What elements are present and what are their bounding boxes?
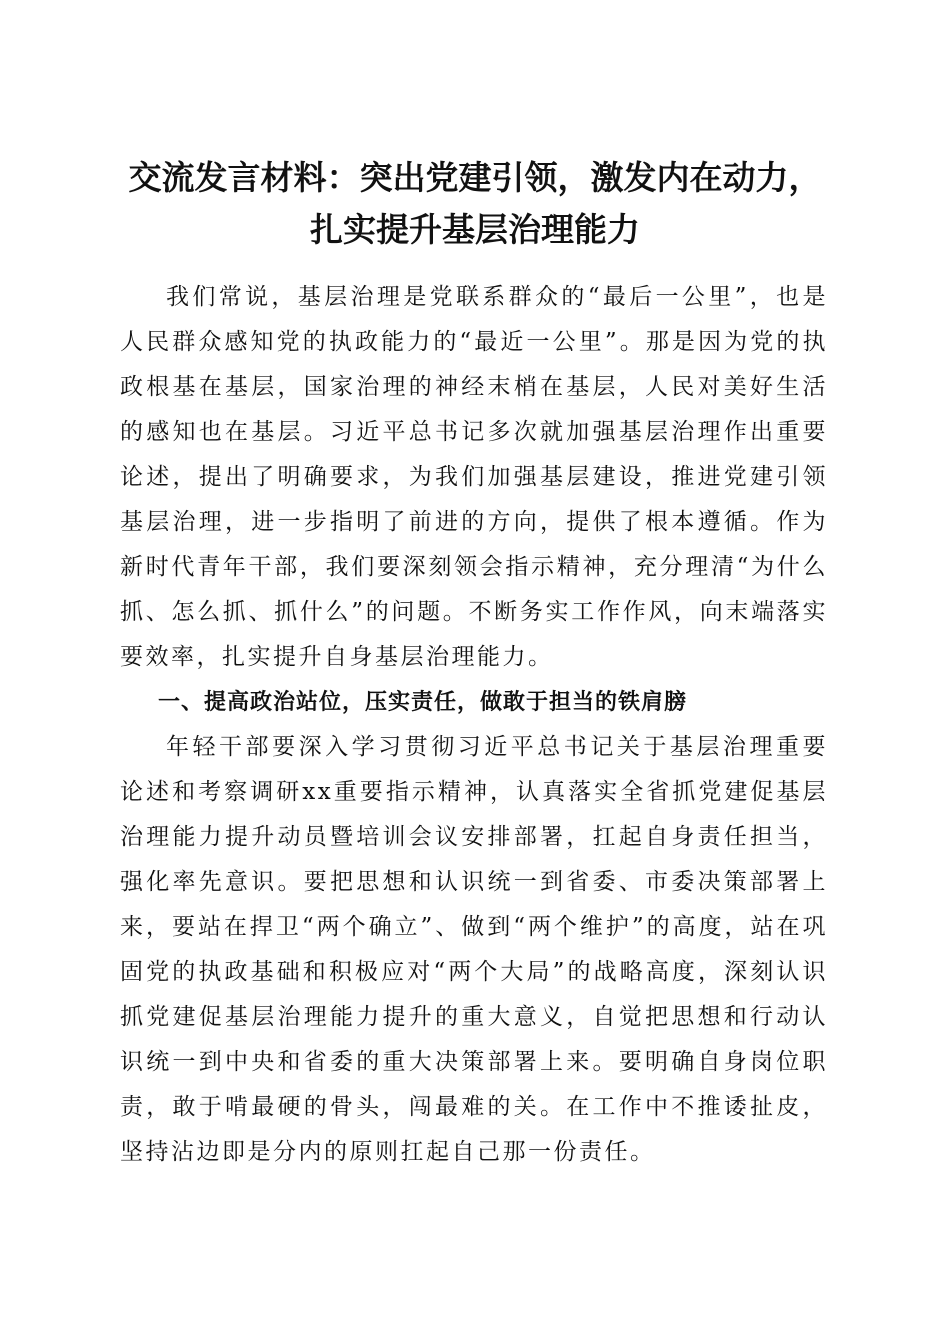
document-body	[120, 275, 828, 1175]
title-line-1: 交流发言材料：突出党建引领，激发内在动力，	[128, 158, 822, 198]
title-line-2: 扎实提升基层治理能力	[310, 210, 640, 250]
paragraph-intro: 我们常说，基层治理是党联系群众的“最后一公里”，也是人民群众感知党的执政能力的“最近一公里”。那是因为党的执政根基在基层，国家治理的神经末梢在基层，人民对美好生活的感知也在基层。习近平总书记多次就加强基层治理作出重要论述，提出了明确要求，为我们加强基层建设，推进党建引领基层治理，进一步指明了前进的方向，提供了根本遵循。作为新时代青年干部，我们要深刻领会指示精神，充分理清“为什么抓、怎么抓、抓什么”的问题。不断务实工作作风，向末端落实要效率，扎实提升自身基层治理能力。	[120, 284, 828, 670]
document-title	[100, 152, 850, 256]
section-heading-1: 一、提高政治站位，压实责任，做敢于担当的铁肩膀	[158, 690, 688, 715]
paragraph-section-1: 年轻干部要深入学习贯彻习近平总书记关于基层治理重要论述和考察调研xx重要指示精神，认真落实全省抓党建促基层治理能力提升动员暨培训会议安排部署，扛起自身责任担当，强化率先意识。要把思想和认识统一到省委、市委决策部署上来，要站在捍卫“两个确立”、做到“两个维护”的高度，站在巩固党的执政基础和积极应对“两个大局”的战略高度，深刻认识抓党建促基层治理能力提升的重大意义，自觉把思想和行动认识统一到中央和省委的重大决策部署上来。要明确自身岗位职责，敢于啃最硬的骨头，闯最难的关。在工作中不推诿扯皮，坚持沾边即是分内的原则扛起自己那一份责任。	[120, 734, 828, 1165]
